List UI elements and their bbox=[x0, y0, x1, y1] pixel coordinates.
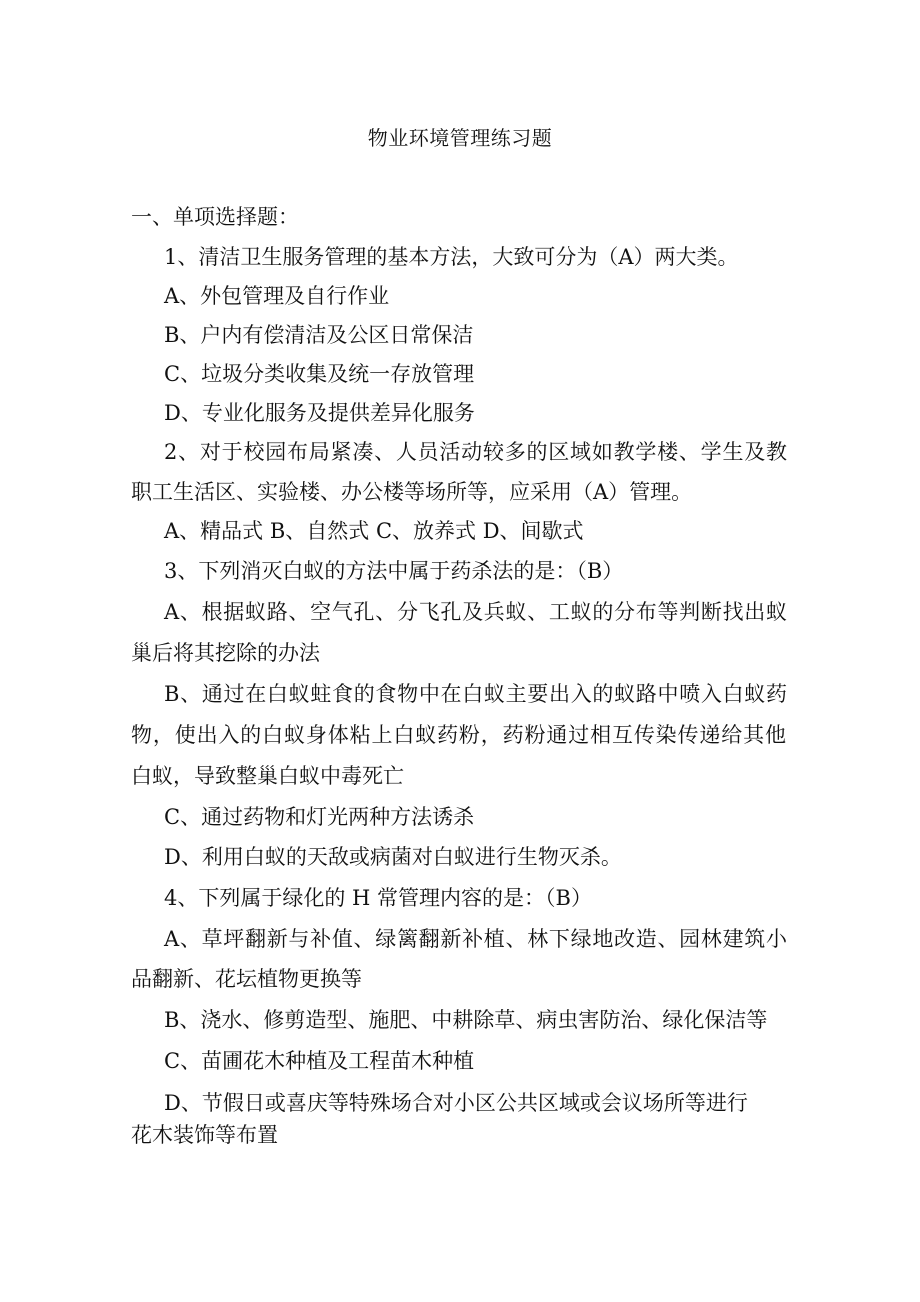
question-4-option-d-line-2: 花木装饰等布置 bbox=[131, 1123, 278, 1147]
question-1-option-a: A、外包管理及自行作业 bbox=[164, 284, 390, 308]
question-3-option-a-line-2: 巢后将其挖除的办法 bbox=[131, 641, 320, 665]
question-3-option-b-line-3: 白蚁，导致整巢白蚁中毒死亡 bbox=[131, 764, 404, 788]
question-3-option-d: D、利用白蚁的天敌或病菌对白蚁进行生物灭杀。 bbox=[164, 845, 622, 869]
question-2-stem-line-1: 2、对于校园布局紧凑、人员活动较多的区域如教学楼、学生及教 bbox=[164, 440, 787, 464]
question-2-options: A、精品式 B、自然式 C、放养式 D、间歇式 bbox=[164, 519, 584, 543]
question-3-option-a-line-1: A、根据蚁路、空气孔、分飞孔及兵蚁、工蚁的分布等判断找出蚁 bbox=[164, 600, 787, 624]
question-3-option-b-line-1: B、通过在白蚁蛀食的食物中在白蚁主要出入的蚁路中喷入白蚁药 bbox=[164, 682, 787, 706]
question-1-option-b: B、户内有偿清洁及公区日常保洁 bbox=[164, 323, 474, 347]
question-3-option-b-line-2: 物，使出入的白蚁身体粘上白蚁药粉，药粉通过相互传染传递给其他 bbox=[131, 723, 786, 747]
question-2-stem-line-2: 职工生活区、实验楼、办公楼等场所等，应采用（A）管理。 bbox=[131, 480, 693, 504]
question-4-option-d-line-1: D、节假日或喜庆等特殊场合对小区公共区域或会议场所等进行 bbox=[164, 1091, 748, 1115]
question-4-option-a-line-1: A、草坪翻新与补值、绿篱翻新补植、林下绿地改造、园林建筑小 bbox=[164, 927, 787, 951]
question-1-option-c: C、垃圾分类收集及统一存放管理 bbox=[164, 362, 475, 386]
question-4-stem: 4、下列属于绿化的 H 常管理内容的是：（B） bbox=[164, 886, 592, 910]
question-1-stem: 1、清洁卫生服务管理的基本方法，大致可分为（A）两大类。 bbox=[164, 245, 739, 269]
question-3-stem: 3、下列消灭白蚁的方法中属于药杀法的是：（B） bbox=[164, 559, 624, 583]
question-4-option-a-line-2: 品翻新、花坛植物更换等 bbox=[131, 967, 362, 991]
question-4-option-c: C、苗圃花木种植及工程苗木种植 bbox=[164, 1049, 475, 1073]
document-title: 物业环境管理练习题 bbox=[367, 126, 553, 150]
section-heading: 一、单项选择题： bbox=[131, 205, 299, 229]
question-3-option-c: C、通过药物和灯光两种方法诱杀 bbox=[164, 805, 475, 829]
question-1-option-d: D、专业化服务及提供差异化服务 bbox=[164, 401, 475, 425]
question-4-option-b: B、浇水、修剪造型、施肥、中耕除草、病虫害防治、绿化保洁等 bbox=[164, 1008, 768, 1032]
